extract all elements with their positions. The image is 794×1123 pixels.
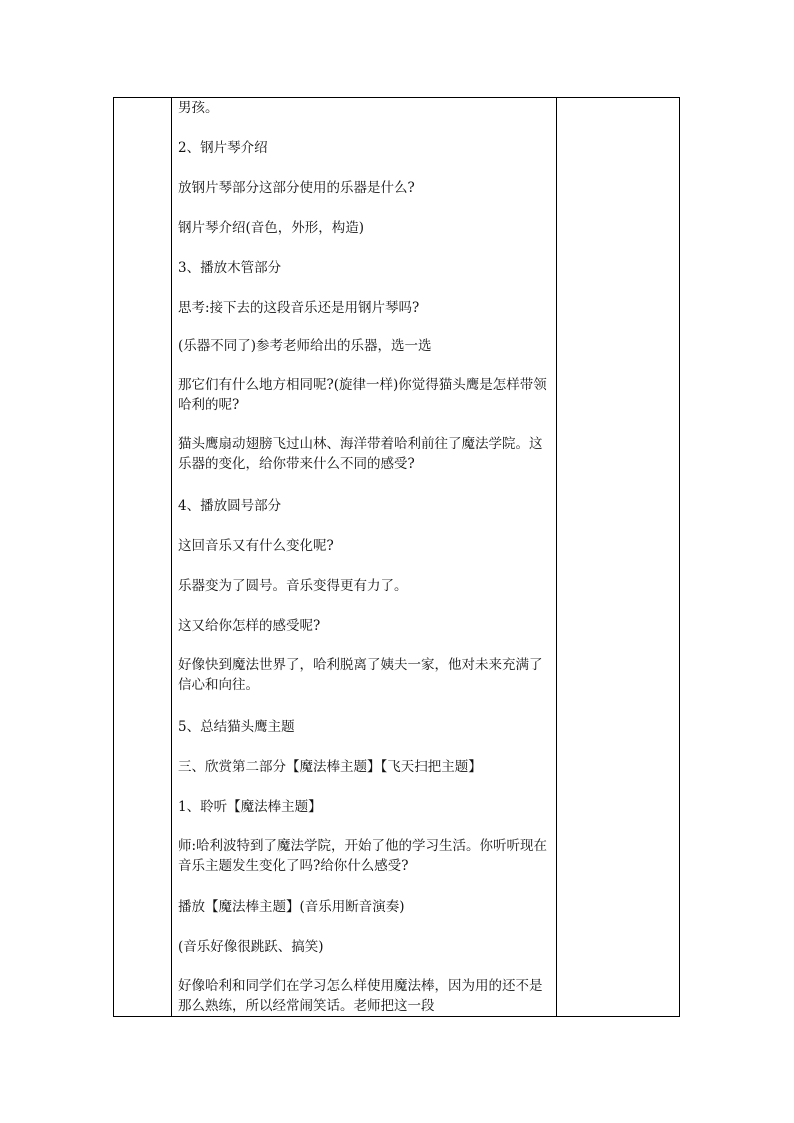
paragraph: (乐器不同了)参考老师给出的乐器，选一选 <box>178 338 432 354</box>
paragraph: 1、聆听【魔法棒主题】 <box>178 799 322 815</box>
paragraph: 放钢片琴部分这部分使用的乐器是什么? <box>178 180 415 196</box>
paragraph: 好像快到魔法世界了，哈利脱离了姨夫一家，他对未来充满了信心和向往。 <box>178 657 543 693</box>
paragraph: 思考:接下去的这段音乐还是用钢片琴吗? <box>178 300 420 316</box>
paragraph: 乐器变为了圆号。音乐变得更有力了。 <box>178 578 408 594</box>
paragraph: 播放【魔法棒主题】(音乐用断音演奏) <box>178 899 405 915</box>
table-column-divider-left <box>171 98 172 1016</box>
paragraph: 3、播放木管部分 <box>178 260 282 276</box>
paragraph: 5、总结猫头鹰主题 <box>178 719 295 735</box>
paragraph: 猫头鹰扇动翅膀飞过山林、海洋带着哈利前往了魔法学院。这乐器的变化，给你带来什么不同的感受? <box>178 436 543 472</box>
paragraph: 男孩。 <box>178 100 219 116</box>
paragraph: 那它们有什么地方相同呢?(旋律一样)你觉得猫头鹰是怎样带领哈利的呢? <box>178 377 547 413</box>
table-column-divider-right <box>556 98 557 1016</box>
paragraph: 4、播放圆号部分 <box>178 498 282 514</box>
paragraph: 这又给你怎样的感受呢? <box>178 618 321 634</box>
paragraph: (音乐好像很跳跃、搞笑) <box>178 939 324 955</box>
paragraph: 钢片琴介绍(音色，外形，构造) <box>178 220 365 236</box>
paragraph: 师:哈利波特到了魔法学院，开始了他的学习生活。你听听现在音乐主题发生变化了吗?给你什么感受? <box>178 838 548 874</box>
paragraph: 三、欣赏第二部分【魔法棒主题】【飞天扫把主题】 <box>178 759 482 775</box>
paragraph: 好像哈利和同学们在学习怎么样使用魔法棒，因为用的还不是那么熟练，所以经常闹笑话。老师把这一段 <box>178 978 543 1014</box>
paragraph: 2、钢片琴介绍 <box>178 140 268 156</box>
paragraph: 这回音乐又有什么变化呢? <box>178 538 334 554</box>
